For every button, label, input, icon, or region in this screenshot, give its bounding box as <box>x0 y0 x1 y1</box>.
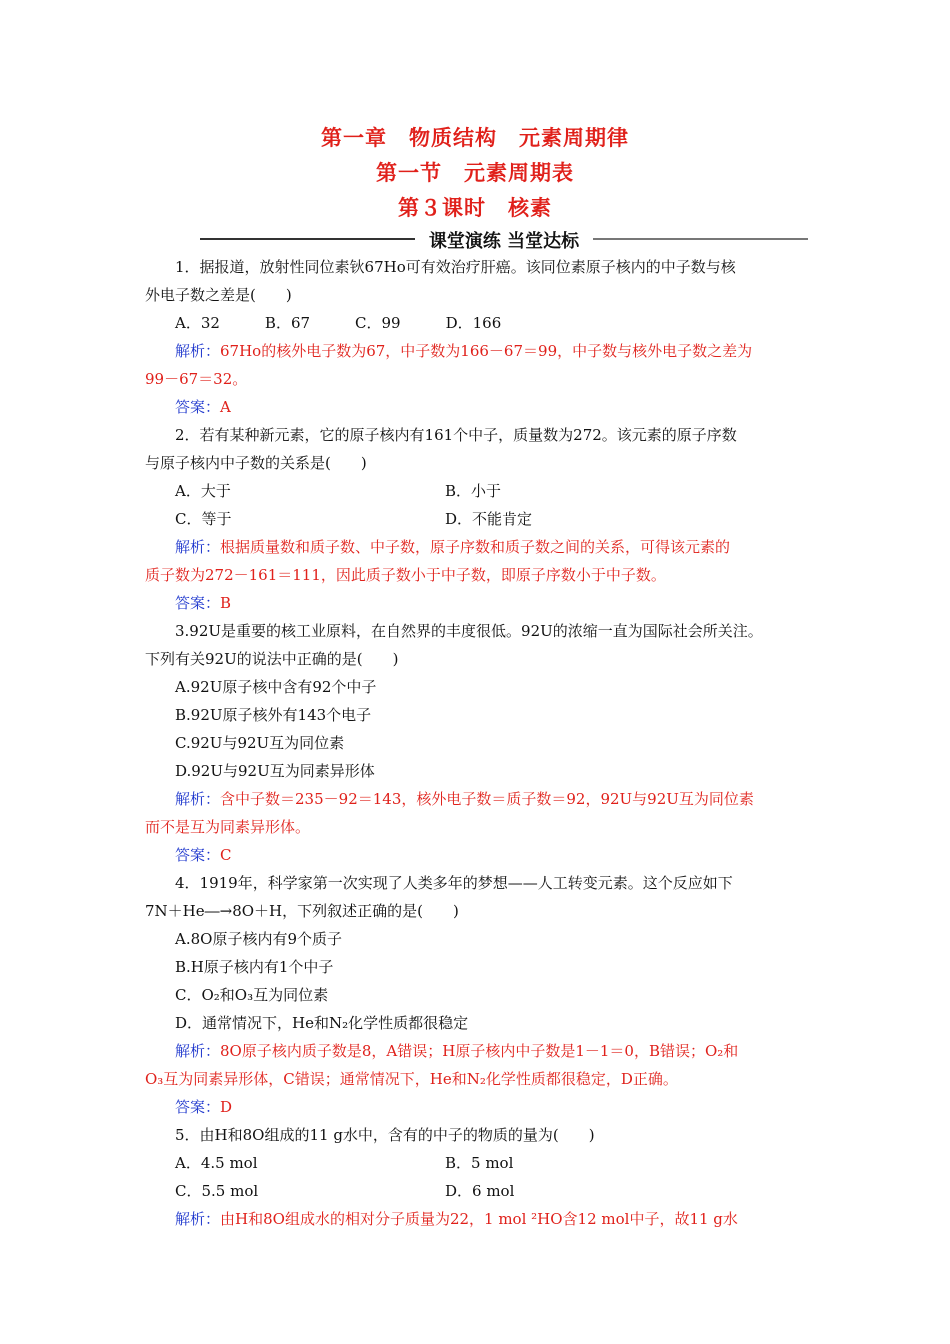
q2-stem-line1: 2．若有某种新元素，它的原子核内有161个中子，质量数为272。该元素的原子序数 <box>175 426 737 444</box>
answer-label: 答案： <box>175 846 221 864</box>
q3-option-a: A.92U原子核中含有92个中子 <box>175 678 377 696</box>
q5-options-row2: C．5.5 mol D．6 mol <box>175 1182 515 1200</box>
q3-answer: 答案：C <box>175 846 232 864</box>
q2-analysis-line2: 质子数为272－161＝111，因此质子数小于中子数，即原子序数小于中子数。 <box>145 566 666 584</box>
chapter-title: 第一章 物质结构 元素周期律 <box>321 126 629 150</box>
q2-options-row1: A．大于 B．小于 <box>175 482 502 500</box>
q2-analysis-line1: 解析：根据质量数和质子数、中子数，原子序数和质子数之间的关系，可得该元素的 <box>175 538 731 556</box>
answer-label: 答案： <box>175 398 221 416</box>
q2-stem-line2: 与原子核内中子数的关系是( ) <box>145 454 367 472</box>
q4-option-c: C．O₂和O₃互为同位素 <box>175 986 329 1004</box>
analysis-label: 解析： <box>175 790 221 808</box>
q4-option-d: D．通常情况下，He和N₂化学性质都很稳定 <box>175 1014 469 1032</box>
q5-options-row1: A．4.5 mol B．5 mol <box>175 1154 514 1172</box>
q4-stem-line2: 7N＋He―→8O＋H，下列叙述正确的是( ) <box>145 902 459 920</box>
q3-stem-line1: 3.92U是重要的核工业原料，在自然界的丰度很低。92U的浓缩一直为国际社会所关注。 <box>175 622 763 640</box>
banner-text: 课堂演练 当堂达标 <box>428 231 580 252</box>
q3-analysis-line2: 而不是互为同素异形体。 <box>145 818 311 836</box>
q2-options-row2: C．等于 D．不能肯定 <box>175 510 533 528</box>
q3-analysis-line1: 解析：含中子数＝235－92＝143，核外电子数＝质子数＝92，92U与92U互为同位素 <box>175 790 754 808</box>
q1-stem-line2: 外电子数之差是( ) <box>145 286 292 304</box>
q4-option-a: A.8O原子核内有9个质子 <box>175 930 342 948</box>
q1-options: A．32 B．67 C．99 D．166 <box>175 314 502 332</box>
q3-option-b: B.92U原子核外有143个电子 <box>175 706 372 724</box>
analysis-label: 解析： <box>175 538 221 556</box>
analysis-label: 解析： <box>175 1210 221 1228</box>
q2-answer: 答案：B <box>175 594 232 612</box>
q5-stem-line1: 5．由H和8O组成的11 g水中，含有的中子的物质的量为( ) <box>175 1126 595 1144</box>
section-banner <box>200 227 808 251</box>
q4-analysis-line2: O₃互为同素异形体，C错误；通常情况下，He和N₂化学性质都很稳定，D正确。 <box>145 1070 678 1088</box>
q4-option-b: B.H原子核内有1个中子 <box>175 958 334 976</box>
q3-stem-line2: 下列有关92U的说法中正确的是( ) <box>145 650 399 668</box>
q5-analysis-line1: 解析：由H和8O组成水的相对分子质量为22，1 mol ²HO含12 mol中子，故11 g水 <box>175 1210 738 1228</box>
answer-label: 答案： <box>175 594 221 612</box>
section-title: 第一节 元素周期表 <box>376 161 574 185</box>
q1-stem-line1: 1．据报道，放射性同位素钬67Ho可有效治疗肝癌。该同位素原子核内的中子数与核 <box>175 258 736 276</box>
q4-analysis-line1: 解析：8O原子核内质子数是8，A错误；H原子核内中子数是1－1＝0，B错误；O₂和 <box>175 1042 739 1060</box>
analysis-label: 解析： <box>175 1042 221 1060</box>
q3-option-c: C.92U与92U互为同位素 <box>175 734 345 752</box>
analysis-label: 解析： <box>175 342 221 360</box>
q1-analysis-line1: 解析：67Ho的核外电子数为67，中子数为166－67＝99，中子数与核外电子数之差为 <box>175 342 753 360</box>
q1-analysis-line2: 99－67＝32。 <box>145 370 248 388</box>
q3-option-d: D.92U与92U互为同素异形体 <box>175 762 375 780</box>
q4-stem-line1: 4．1919年，科学家第一次实现了人类多年的梦想——人工转变元素。这个反应如下 <box>175 874 733 892</box>
q1-answer: 答案：A <box>175 398 231 416</box>
answer-label: 答案： <box>175 1098 221 1116</box>
q4-answer: 答案：D <box>175 1098 233 1116</box>
lesson-title: 第３课时 核素 <box>398 196 552 220</box>
